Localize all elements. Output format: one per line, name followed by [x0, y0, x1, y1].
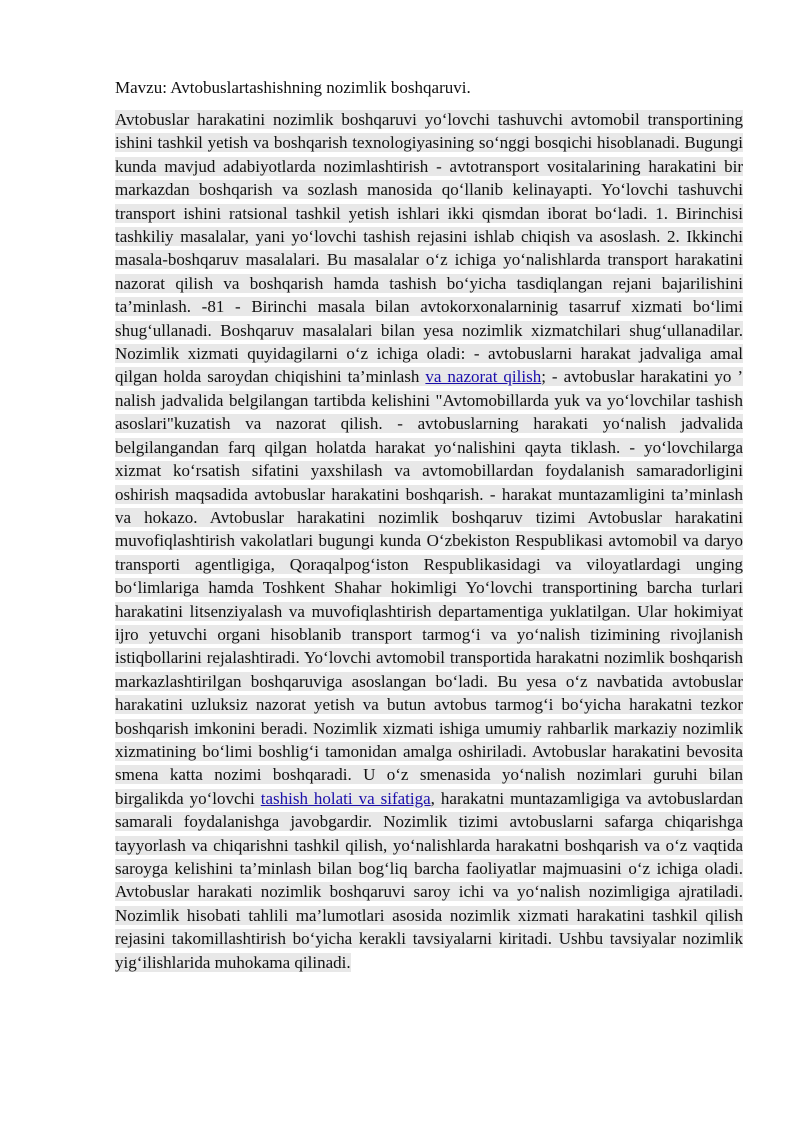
body-paragraph	[115, 108, 743, 974]
paragraph-text-part-3: , harakatni muntazamligiga va avtobuslardan samarali foydalanishga javobgardir. Nozimlik tizimi avtobuslarni safarga chiqarishga tayyorlash va chiqarishni tashkil qilish, yo‘nalishlarda harakatni boshqarish va o‘z vaqtida saroyga kelishini ta’minlash bilan bog‘liq barcha faoliyatlar majmuasini o‘z ichiga oladi. Avtobuslar harakati nozimlik boshqaruvi saroy ichi va yo‘nalish nozimligiga ajratiladi. Nozimlik hisobati tahlili ma’lumotlari asosida nozimlik xizmati harakatini tashkil qilish rejasini takomillashtirish bo‘yicha kerakli tavsiyalarni kiritadi. Ushbu tavsiyalar nozimlik yig‘ilishlarida muhokama qilinadi.	[115, 788, 743, 972]
document-page	[115, 76, 743, 974]
paragraph-text-part-2: ; - avtobuslar harakatini yo ’ nalish jadvalida belgilangan tartibda kelishini "Avtomobillarda yuk va yo‘lovchilar tashish asoslari"kuzatish va nazorat qilish. - avtobuslarning harakati yo‘nalish jadvalida belgilangandan farq qilgan holatda harakat yo‘nalishini qayta tiklash. - yo‘lovchilarga xizmat ko‘rsatish sifatini yaxshilash va avtomobillardan foydalanish samaradorligini oshirish maqsadida avtobuslar harakatini boshqarish. - harakat muntazamligini ta’minlash va hokazo. Avtobuslar harakatini nozimlik boshqaruv tizimi Avtobuslar harakatini muvofiqlashtirish vakolatlari bugungi kunda O‘zbekiston Respublikasi avtomobil va daryo transporti agentligiga, Qoraqalpog‘iston Respublikasidagi va viloyatlardagi unging bo‘limlariga hamda Toshkent Shahar hokimligi Yo‘lovchi transportining barcha turlari harakatini litsenziyalash va muvofiqlashtirish departamentiga yuklatilgan. Ular hokimiyat ijro yetuvchi organi hisoblanib transport tarmog‘i va yo‘nalish tizimining rivojlanish istiqbollarini rejalashtiradi. Yo‘lovchi avtomobil transportida harakatni nozimlik boshqarish markazlashtirilgan boshqaruviga asoslangan bo‘ladi. Bu yesa o‘z navbatida avtobuslar harakatini uzluksiz nazorat yetish va butun avtobus tarmog‘i bo‘yicha harakatni tezkor boshqarish imkonini beradi. Nozimlik xizmati ishiga umumiy rahbarlik markaziy nozimlik xizmatining bo‘limi boshlig‘i tamonidan amalga oshiriladi. Avtobuslar harakatini bevosita smena katta nozimi boshqaradi. U o‘z smenasida yo‘nalish nozimlari guruhi bilan birgalikda yo‘lovchi	[115, 367, 743, 808]
document-title: Mavzu: Avtobuslartashishning nozimlik boshqaruvi.	[115, 78, 471, 97]
paragraph-text-part-1: Avtobuslar harakatini nozimlik boshqaruvi yo‘lovchi tashuvchi avtomobil transportining ishini tashkil yetish va boshqarish texnologiyasining so‘nggi bosqichi hisoblanadi. Bugungi kunda mavjud adabiyotlarda nozimlashtirish - avtotransport vositalarining harakatini bir markazdan boshqarish va sozlash manosida qo‘llanib kelinayapti. Yo‘lovchi tashuvchi transport ishini ratsional tashkil yetish ishlari ikki qismdan iborat bo‘ladi. 1. Birinchisi tashkiliy masalalar, yani yo‘lovchi tashish rejasini ishlab chiqish va asoslash. 2. Ikkinchi masala-boshqaruv masalalari. Bu masalalar o‘z ichiga yo‘nalishlarda transport harakatini nazorat qilish va boshqarish hamda tashish bo‘yicha tasdiqlangan rejani bajarilishini ta’minlash. -81 - Birinchi masala bilan avtokorxonalarninig tasarruf xizmati bo‘limi shug‘ullanadi. Boshqaruv masalalari bilan yesa nozimlik xizmatchilari shug‘ullanadilar. Nozimlik xizmati quyidagilarni o‘z ichiga oladi: - avtobuslarni harakat jadvaliga amal qilgan holda saroydan chiqishini ta’minlash	[115, 110, 743, 387]
link-va-nazorat-qilish[interactable]: va nazorat qilish	[425, 367, 542, 387]
highlighted-text	[115, 110, 743, 972]
link-tashish-holati-va-sifatiga[interactable]: tashish holati va sifatiga	[260, 788, 431, 808]
